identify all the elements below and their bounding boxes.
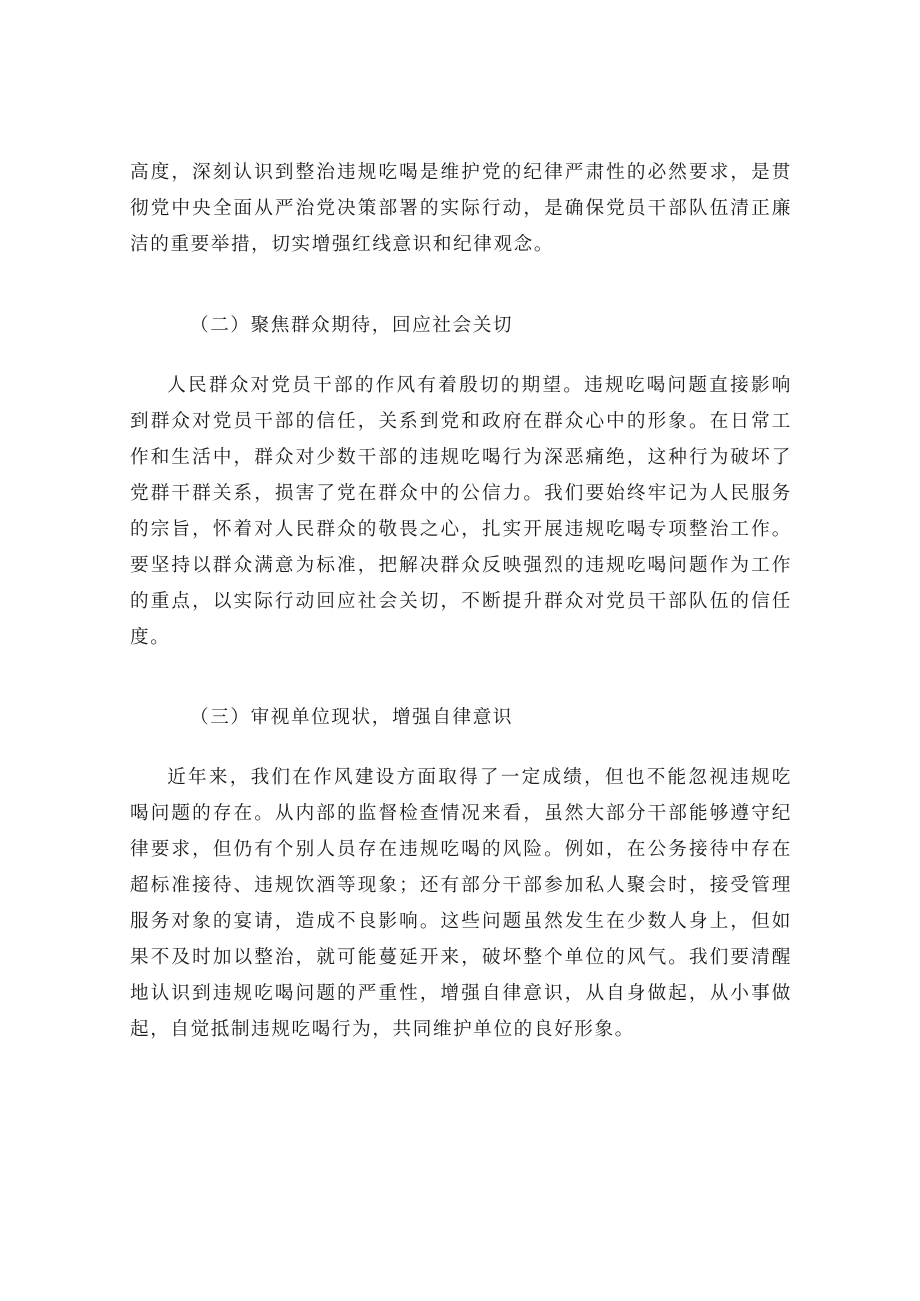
paragraph-section-2: 人民群众对党员干部的作风有着殷切的期望。违规吃喝问题直接影响到群众对党员干部的信任，关系到党和政府在群众心中的形象。在日常工作和生活中，群众对少数干部的违规吃喝行为深恶痛绝，这种行为破坏了党群干群关系，损害了党在群众中的公信力。我们要始终牢记为人民服务的宗旨，怀着对人民群众的敬畏之心，扎实开展违规吃喝专项整治工作。要坚持以群众满意为标准，把解决群众反映强烈的违规吃喝问题作为工作的重点，以实际行动回应社会关切，不断提升群众对党员干部队伍的信任度。 <box>130 375 792 648</box>
paragraph-section-3: 近年来，我们在作风建设方面取得了一定成绩，但也不能忽视违规吃喝问题的存在。从内部的监督检查情况来看，虽然大部分干部能够遵守纪律要求，但仍有个别人员存在违规吃喝的风险。例如，在公务接待中存在超标准接待、违规饮酒等现象；还有部分干部参加私人聚会时，接受管理服务对象的宴请，造成不良影响。这些问题虽然发生在少数人身上，但如果不及时加以整治，就可能蔓延开来，破坏整个单位的风气。我们要清醒地认识到违规吃喝问题的严重性，增强自律意识，从自身做起，从小事做起，自觉抵制违规吃喝行为，共同维护单位的良好形象。 <box>130 767 792 1040</box>
paragraph-continuation: 高度，深刻认识到整治违规吃喝是维护党的纪律严肃性的必然要求，是贯彻党中央全面从严治党决策部署的实际行动，是确保党员干部队伍清正廉洁的重要举措，切实增强红线意识和纪律观念。 <box>130 162 792 255</box>
section-heading-2: （二）聚焦群众期待，回应社会关切 <box>190 315 514 336</box>
section-heading-3: （三）审视单位现状，增强自律意识 <box>190 707 514 728</box>
